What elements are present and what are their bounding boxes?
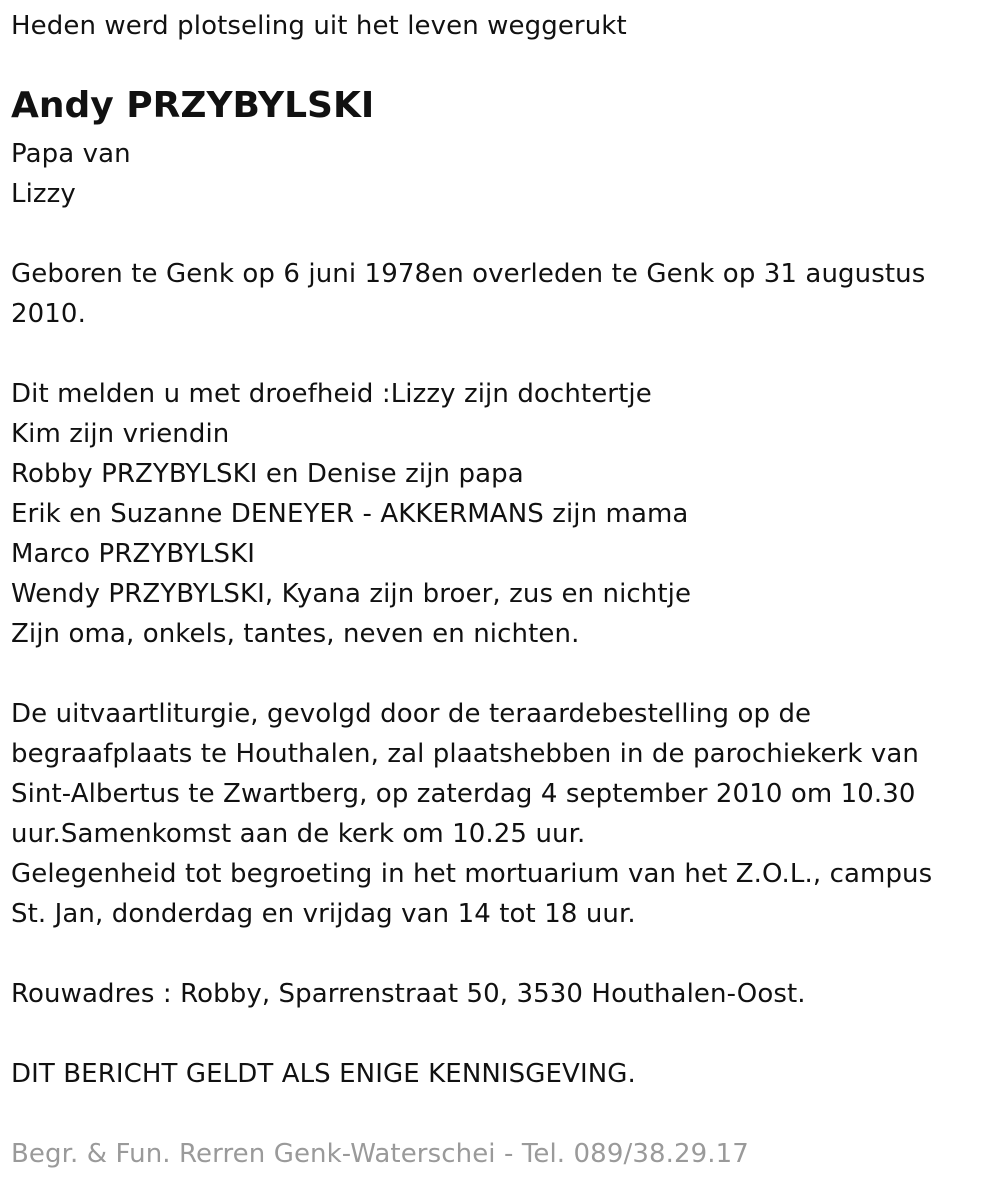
relation-block bbox=[11, 134, 131, 214]
funeral-line: De uitvaartliturgie, gevolgd door de teraardebestelling op de bbox=[11, 699, 812, 729]
notice-block bbox=[11, 1054, 636, 1094]
intro-text: Heden werd plotseling uit het leven weggerukt bbox=[11, 11, 627, 41]
mourners-block bbox=[11, 374, 691, 654]
relation-child: Lizzy bbox=[11, 179, 76, 209]
mourner-line: Dit melden u met droefheid :Lizzy zijn dochtertje bbox=[11, 379, 652, 409]
birth-death-line: 2010. bbox=[11, 299, 86, 329]
funeral-line: uur.Samenkomst aan de kerk om 10.25 uur. bbox=[11, 819, 586, 849]
funeral-block bbox=[11, 694, 932, 934]
mourner-line: Wendy PRZYBYLSKI, Kyana zijn broer, zus en nichtje bbox=[11, 579, 692, 609]
address-block bbox=[11, 974, 806, 1014]
mourner-line: Marco PRZYBYLSKI bbox=[11, 539, 255, 569]
mourning-address: Rouwadres : Robby, Sparrenstraat 50, 3530 Houthalen-Oost. bbox=[11, 979, 806, 1009]
funeral-line: begraafplaats te Houthalen, zal plaatshebben in de parochiekerk van bbox=[11, 739, 919, 769]
mourner-line: Zijn oma, onkels, tantes, neven en nichten. bbox=[11, 619, 580, 649]
funeral-home-footer: Begr. & Fun. Rerren Genk-Waterschei - Tel. 089/38.29.17 bbox=[11, 1139, 749, 1169]
deceased-name: Andy PRZYBYLSKI bbox=[11, 85, 375, 126]
official-notice: DIT BERICHT GELDT ALS ENIGE KENNISGEVING. bbox=[11, 1059, 636, 1089]
birth-death-block bbox=[11, 254, 925, 334]
funeral-line: St. Jan, donderdag en vrijdag van 14 tot 18 uur. bbox=[11, 899, 636, 929]
mourner-line: Kim zijn vriendin bbox=[11, 419, 230, 449]
footer-block bbox=[11, 1134, 749, 1174]
mourner-line: Erik en Suzanne DENEYER - AKKERMANS zijn mama bbox=[11, 499, 689, 529]
funeral-line: Gelegenheid tot begroeting in het mortuarium van het Z.O.L., campus bbox=[11, 859, 933, 889]
birth-death-line: Geboren te Genk op 6 juni 1978en overleden te Genk op 31 augustus bbox=[11, 259, 926, 289]
relation-label: Papa van bbox=[11, 139, 131, 169]
funeral-line: Sint-Albertus te Zwartberg, op zaterdag 4 september 2010 om 10.30 bbox=[11, 779, 916, 809]
mourner-line: Robby PRZYBYLSKI en Denise zijn papa bbox=[11, 459, 524, 489]
